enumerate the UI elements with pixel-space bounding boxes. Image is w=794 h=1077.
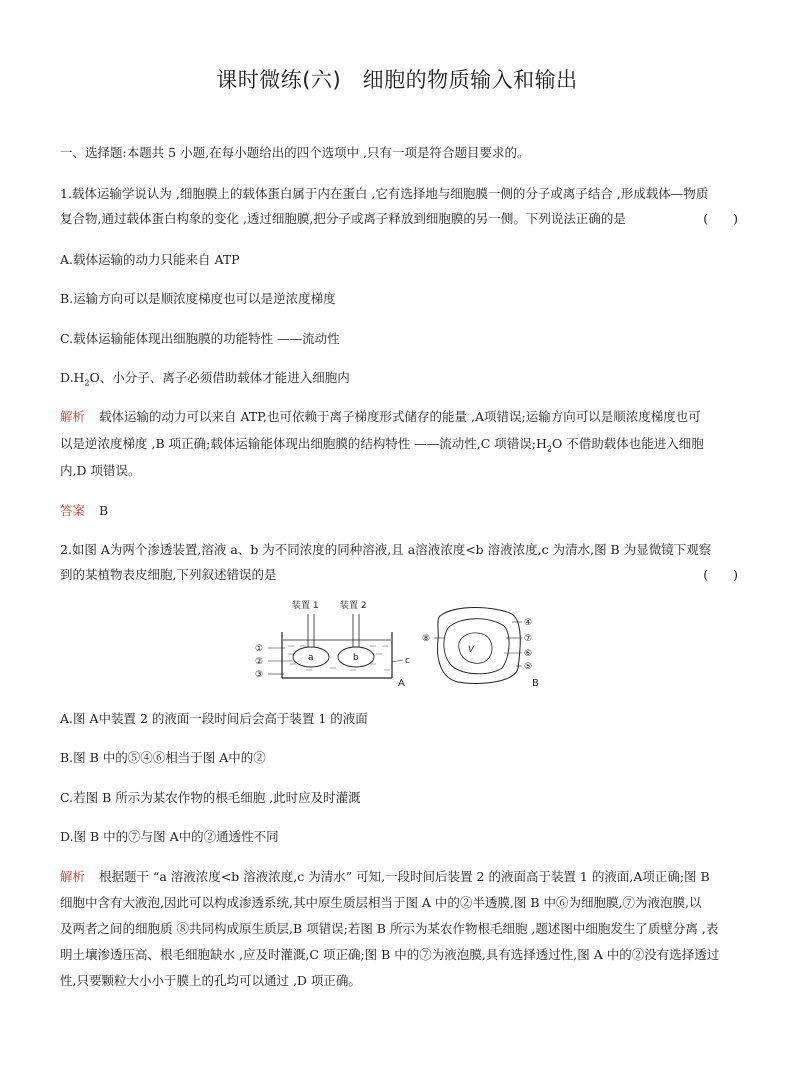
q1-analysis-text2-prefix: 以是逆浓度梯度 ,B 项正确;载体运输能体现出细胞膜的结构特性 ——流动性,C 项错误;H xyxy=(60,436,547,451)
q2-analysis-line1 xyxy=(60,867,710,887)
q2-option-a: A.图 A中装置 2 的液面一段时间后会高于装置 1 的液面 xyxy=(60,711,368,726)
figure-b-caption: B xyxy=(532,678,539,689)
figure-a-pointers xyxy=(268,648,403,674)
solution-b-label: b xyxy=(353,653,359,663)
section-header: 一、选择题:本题共 5 小题,在每小题给出的四个选项中 ,只有一项是符合题目要求的。 xyxy=(60,145,530,160)
q1-option-d-prefix: D.H xyxy=(60,370,85,385)
q2-option-d: D.图 B 中的⑦与图 A中的②通透性不同 xyxy=(60,829,279,844)
vacuole-v-label: V xyxy=(468,645,475,655)
q1-analysis-text2-suffix: O 不借助载体也能进入细胞 xyxy=(552,436,704,451)
q2-option-c: C.若图 B 所示为某农作物的根毛细胞 ,此时应及时灌溉 xyxy=(60,790,361,805)
circle-4-b: ④ xyxy=(524,618,533,628)
circle-6-b: ⑥ xyxy=(524,649,533,659)
device-2-label: 装置 2 xyxy=(340,601,367,611)
q2-analysis-text1: 根据题干 “a 溶液浓度<b 溶液浓度,c 为清水” 可知,一段时间后装置 2 的液面高于装置 1 的液面,A项正确;图 B xyxy=(99,869,710,884)
q1-answer-value: B xyxy=(99,503,109,518)
q2-analysis-line2: 细胞中含有大液泡,因此可以构成渗透系统,其中原生质层相当于图 A 中的②半透膜,图 B 中⑥为细胞膜,⑦为液泡膜,以 xyxy=(60,895,702,910)
q1-answer xyxy=(60,501,108,521)
q2-stem-line2-row xyxy=(60,565,738,585)
q1-option-d-suffix: O、小分子、离子必须借助载体才能进入细胞内 xyxy=(89,370,350,385)
circle-7-b: ⑦ xyxy=(524,634,533,644)
q1-option-d xyxy=(60,368,350,394)
circle-3-a: ③ xyxy=(255,670,264,680)
q2-analysis-label: 解析 xyxy=(60,869,86,884)
q1-option-b: B.运输方向可以是顺浓度梯度也可以是逆浓度梯度 xyxy=(60,291,336,306)
q2-analysis-line4: 明土壤渗透压高、根毛细胞缺水 ,应及时灌溉,C 项正确;图 B 中的⑦为液泡膜,具有选择透过性,图 A 中的②没有选择透过 xyxy=(60,947,720,962)
q1-analysis-text1: 载体运输的动力可以来自 ATP,也可依赖于离子梯度形式储存的能量 ,A项错误;运输方向可以是顺浓度梯度也可 xyxy=(99,409,701,424)
q2-stem-line1: 2.如图 A为两个渗透装置,溶液 a、b 为不同浓度的同种溶液,且 a溶液浓度<b 溶液浓度,c 为清水,图 B 为显微镜下观察 xyxy=(60,542,712,557)
q1-analysis-line3: 内,D 项错误。 xyxy=(60,463,141,478)
q1-analysis-line1 xyxy=(60,407,701,427)
q1-stem-line2-row xyxy=(60,209,738,229)
q2-analysis-line3: 及两者之间的细胞质 ⑧共同构成原生质层,B 项错误;若图 B 所示为某农作物根毛细胞 ,题述图中细胞发生了质壁分离 ,表 xyxy=(60,921,719,936)
q2-option-b: B.图 B 中的⑤④⑥相当于图 A中的② xyxy=(60,750,266,765)
solution-c-label: c xyxy=(405,656,410,666)
figure-b-cell xyxy=(438,608,521,684)
q1-stem-line1: 1.载体运输学说认为 ,细胞膜上的载体蛋白属于内在蛋白 ,它有选择地与细胞膜一侧的分子或离子结合 ,形成载体—物质 xyxy=(60,186,709,201)
circle-1-a: ① xyxy=(255,644,264,654)
q1-answer-bracket: ( ) xyxy=(703,211,738,226)
q1-analysis-line2 xyxy=(60,434,704,460)
figure-a-device-2 xyxy=(338,599,374,667)
q2-analysis-line5: 性,只要颗粒大小小于膜上的孔均可以通过 ,D 项正确。 xyxy=(60,973,361,988)
device-1-label: 装置 1 xyxy=(292,601,319,611)
q2-stem-line2: 到的某植物表皮细胞,下列叙述错误的是 xyxy=(60,567,277,582)
figure-a-device-1 xyxy=(292,599,329,667)
q1-option-c: C.载体运输能体现出细胞膜的功能特性 ——流动性 xyxy=(60,331,340,346)
q1-analysis-label: 解析 xyxy=(60,409,86,424)
q1-analysis-text2-sub: 2 xyxy=(546,444,553,454)
q2-figure xyxy=(250,598,550,690)
q1-option-d-sub: 2 xyxy=(84,378,90,388)
q2-answer-bracket: ( ) xyxy=(703,567,738,582)
circle-8-b: ⑧ xyxy=(422,634,431,644)
q1-option-a: A.载体运输的动力只能来自 ATP xyxy=(60,252,240,267)
circle-5-b: ⑤ xyxy=(524,662,533,672)
q1-answer-label: 答案 xyxy=(60,503,86,518)
figure-a-caption: A xyxy=(398,678,405,689)
page-title: 课时微练(六) 细胞的物质输入和输出 xyxy=(216,68,578,92)
q1-stem-line2: 复合物,通过载体蛋白构象的变化 ,透过细胞膜,把分子或离子释放到细胞膜的另一侧。下列说法正确的是 xyxy=(60,211,626,226)
solution-a-label: a xyxy=(308,653,314,663)
circle-2-a: ② xyxy=(255,657,264,667)
